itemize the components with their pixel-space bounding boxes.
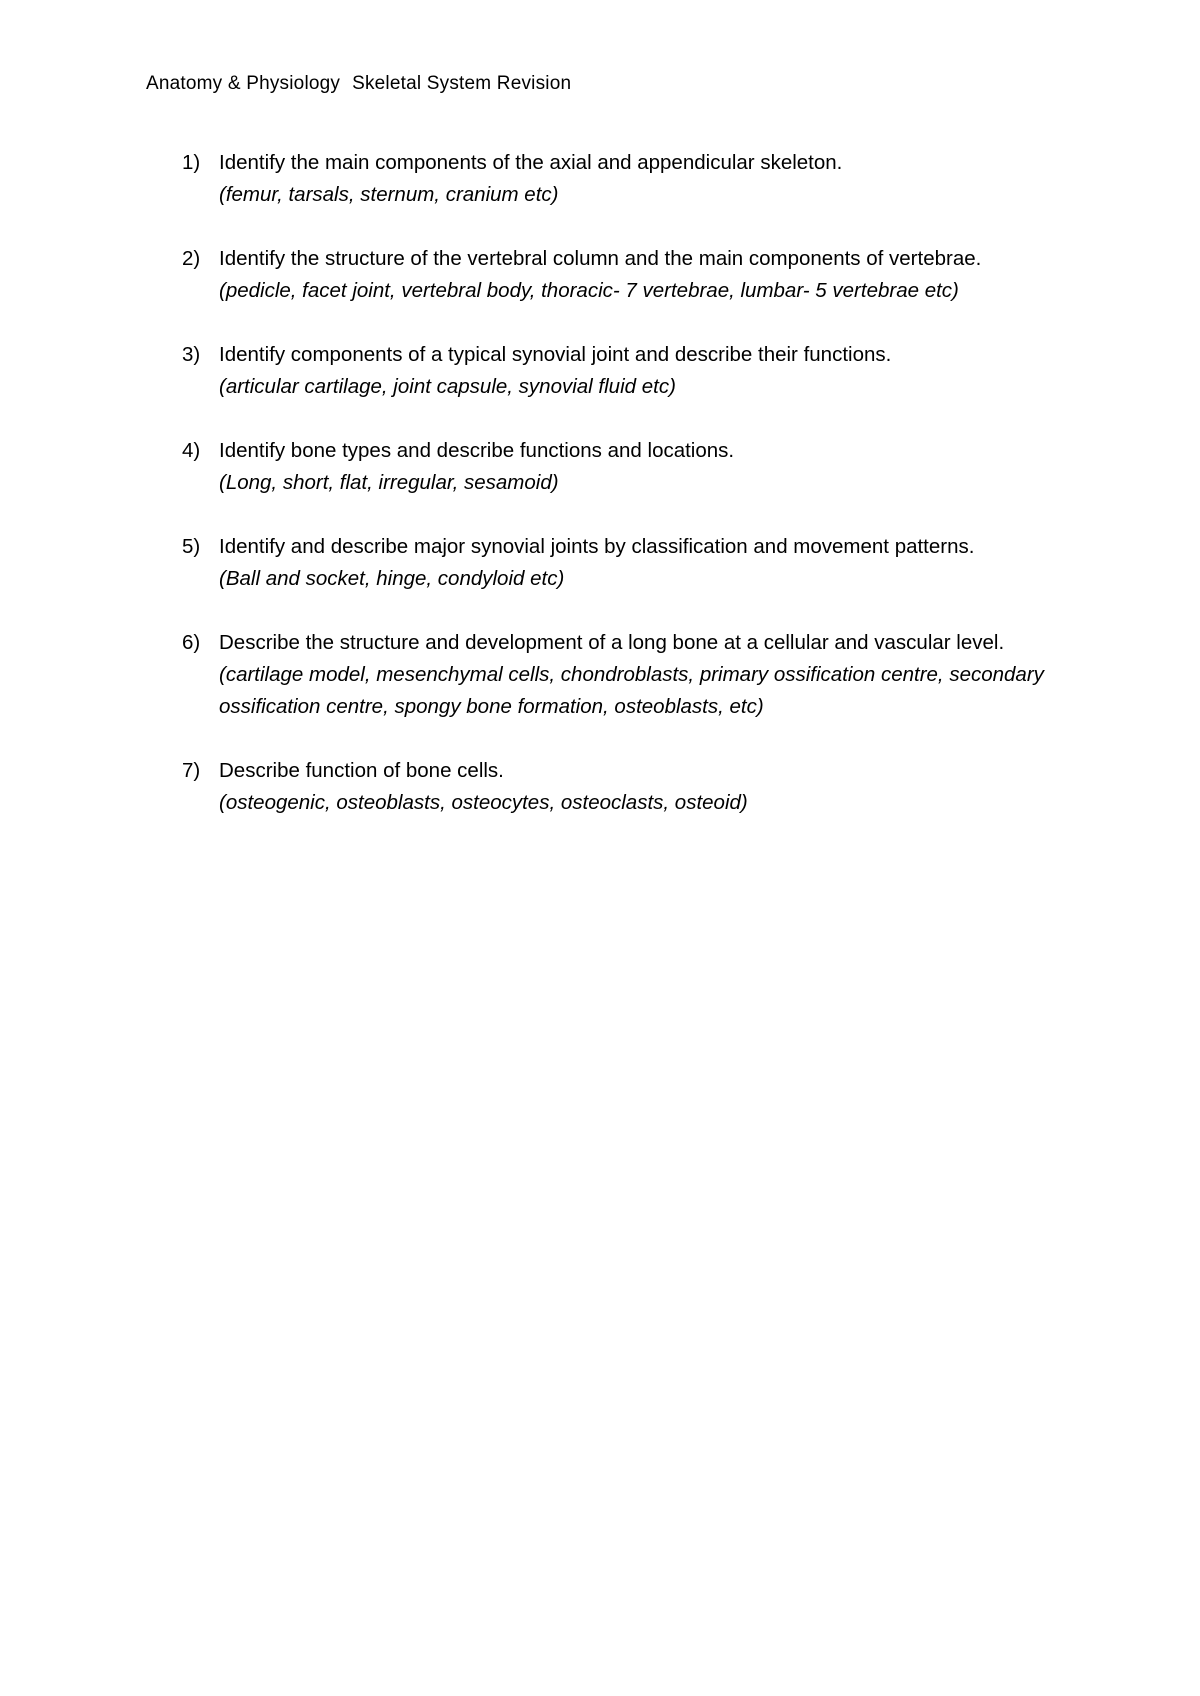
- question-item: [0, 435, 1200, 499]
- question-hint: (pedicle, facet joint, vertebral body, thoracic- 7 vertebrae, lumbar- 5 vertebrae etc): [219, 279, 959, 302]
- question-number: 7): [182, 759, 201, 782]
- question-number: 3): [182, 343, 201, 366]
- header-subject: Anatomy & Physiology: [146, 73, 341, 94]
- question-list: [0, 147, 1200, 851]
- question-hint: (osteogenic, osteoblasts, osteocytes, osteoclasts, osteoid): [219, 791, 748, 814]
- question-item: [0, 627, 1200, 723]
- question-number: 5): [182, 535, 201, 558]
- page-header: [146, 73, 571, 95]
- question-prompt: Identify the main components of the axial and appendicular skeleton.: [219, 151, 843, 174]
- question-item: [0, 531, 1200, 595]
- question-prompt: Describe the structure and development of a long bone at a cellular and vascular level.: [219, 631, 1005, 654]
- question-hint: (Ball and socket, hinge, condyloid etc): [219, 567, 565, 590]
- question-item: [0, 755, 1200, 819]
- question-number: 2): [182, 247, 201, 270]
- question-item: [0, 243, 1200, 307]
- question-number: 6): [182, 631, 201, 654]
- question-prompt: Identify the structure of the vertebral column and the main components of vertebrae.: [219, 247, 982, 270]
- question-hint: (articular cartilage, joint capsule, synovial fluid etc): [219, 375, 676, 398]
- question-hint: (femur, tarsals, sternum, cranium etc): [219, 183, 559, 206]
- question-prompt: Identify bone types and describe functions and locations.: [219, 439, 735, 462]
- question-item: [0, 147, 1200, 211]
- question-prompt: Identify components of a typical synovial joint and describe their functions.: [219, 343, 892, 366]
- question-hint: (cartilage model, mesenchymal cells, chondroblasts, primary ossification centre, secondary ossification centre, spongy bone formation, osteoblasts, etc): [219, 663, 1044, 718]
- question-prompt: Describe function of bone cells.: [219, 759, 504, 782]
- header-title: Skeletal System Revision: [352, 73, 572, 94]
- question-number: 1): [182, 151, 201, 174]
- question-prompt: Identify and describe major synovial joints by classification and movement patterns.: [219, 535, 975, 558]
- question-item: [0, 339, 1200, 403]
- question-number: 4): [182, 439, 201, 462]
- question-hint: (Long, short, flat, irregular, sesamoid): [219, 471, 559, 494]
